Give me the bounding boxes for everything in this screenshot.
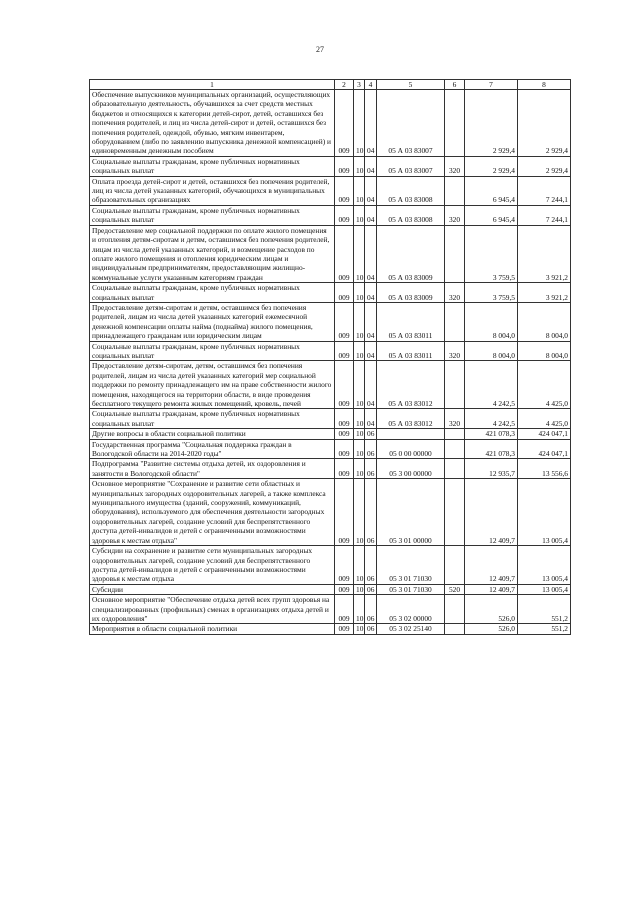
row-target-article-cell: 05 А 03 83007 (377, 90, 445, 157)
row-amount-year1-cell: 2 929,4 (465, 90, 518, 157)
row-admin-code-cell: 009 (335, 409, 354, 429)
row-expense-type-cell (445, 479, 465, 546)
row-expense-type-cell: 320 (445, 156, 465, 176)
row-amount-year1-cell: 12 409,7 (465, 479, 518, 546)
row-amount-year1-cell: 4 242,5 (465, 409, 518, 429)
row-amount-year1-cell: 12 935,7 (465, 459, 518, 479)
row-name-cell: Мероприятия в области социальной политики (90, 624, 335, 634)
row-name-cell: Подпрограмма "Развитие системы отдыха детей, их оздоровления и занятости в Вологодской области" (90, 459, 335, 479)
row-admin-code-cell: 009 (335, 156, 354, 176)
row-expense-type-cell (445, 302, 465, 341)
row-expense-type-cell (445, 225, 465, 282)
row-section-cell: 10 (354, 283, 365, 303)
row-target-article-cell: 05 А 03 83012 (377, 409, 445, 429)
row-subsection-cell: 04 (365, 283, 377, 303)
row-name-cell: Основное мероприятие "Сохранение и развитие сети областных и муниципальных загородных оздоровительных лагерей, а также комплекса муниципального имущества (зданий, сооружений, коммуникаций, оборудования), используемого для обеспечения деятельности загородных оздоровительных лагерей, создание условий для беспрепятственного доступа детей-инвалидов и детей с ограниченными возможностями здоровья к местам отдыха" (90, 479, 335, 546)
page-number: 27 (316, 45, 324, 54)
row-amount-year2-cell: 8 004,0 (518, 302, 571, 341)
row-subsection-cell: 04 (365, 409, 377, 429)
row-amount-year2-cell: 13 556,6 (518, 459, 571, 479)
header-col-2: 2 (335, 80, 354, 90)
row-amount-year2-cell: 7 244,1 (518, 176, 571, 205)
row-name-cell: Оплата проезда детей-сирот и детей, оставшихся без попечения родителей, лиц из числа детей указанных категорий, обучающихся в муниципальных образовательных организациях (90, 176, 335, 205)
row-admin-code-cell: 009 (335, 361, 354, 409)
row-target-article-cell: 05 А 03 83008 (377, 205, 445, 225)
row-admin-code-cell: 009 (335, 624, 354, 634)
budget-table (89, 79, 571, 635)
row-amount-year1-cell: 3 759,5 (465, 283, 518, 303)
row-section-cell: 10 (354, 225, 365, 282)
row-admin-code-cell: 009 (335, 546, 354, 585)
row-section-cell: 10 (354, 361, 365, 409)
row-amount-year1-cell: 12 409,7 (465, 546, 518, 585)
row-amount-year2-cell: 13 005,4 (518, 584, 571, 594)
row-expense-type-cell (445, 459, 465, 479)
row-name-cell: Социальные выплаты гражданам, кроме публичных нормативных социальных выплат (90, 409, 335, 429)
row-amount-year1-cell: 3 759,5 (465, 225, 518, 282)
row-expense-type-cell: 320 (445, 205, 465, 225)
row-amount-year1-cell: 526,0 (465, 595, 518, 624)
row-target-article-cell: 05 А 03 83009 (377, 225, 445, 282)
row-expense-type-cell: 320 (445, 283, 465, 303)
row-name-cell: Другие вопросы в области социальной политики (90, 429, 335, 439)
table-row (90, 595, 571, 624)
row-amount-year1-cell: 2 929,4 (465, 156, 518, 176)
row-name-cell: Социальные выплаты гражданам, кроме публичных нормативных социальных выплат (90, 341, 335, 361)
row-subsection-cell: 04 (365, 90, 377, 157)
row-target-article-cell: 05 А 03 83009 (377, 283, 445, 303)
header-col-7: 7 (465, 80, 518, 90)
row-section-cell: 10 (354, 595, 365, 624)
row-name-cell: Предоставление мер социальной поддержки по оплате жилого помещения и отопления детям-сиротам и детям, оставшимся без попечения родителей, лицам из числа детей указанных категорий, и возмещение расходов по оплате жилого помещения и отопления юридическим лицам и индивидуальным предпринимателям, предоставляющим жилищно-коммунальные услуги указанным категориям граждан (90, 225, 335, 282)
table-header (90, 80, 571, 90)
row-amount-year1-cell: 421 078,3 (465, 439, 518, 459)
row-subsection-cell: 06 (365, 459, 377, 479)
row-target-article-cell: 05 3 00 00000 (377, 459, 445, 479)
table-row (90, 624, 571, 634)
row-admin-code-cell: 009 (335, 341, 354, 361)
row-expense-type-cell (445, 429, 465, 439)
row-subsection-cell: 06 (365, 624, 377, 634)
table-row (90, 409, 571, 429)
row-name-cell: Государственная программа "Социальная поддержка граждан в Вологодской области на 2014-2020 годы" (90, 439, 335, 459)
row-expense-type-cell (445, 439, 465, 459)
row-amount-year1-cell: 421 078,3 (465, 429, 518, 439)
row-section-cell: 10 (354, 624, 365, 634)
table-row (90, 225, 571, 282)
row-expense-type-cell (445, 546, 465, 585)
row-section-cell: 10 (354, 479, 365, 546)
row-section-cell: 10 (354, 584, 365, 594)
row-amount-year2-cell: 3 921,2 (518, 283, 571, 303)
row-amount-year1-cell: 526,0 (465, 624, 518, 634)
row-subsection-cell: 06 (365, 439, 377, 459)
row-target-article-cell: 05 3 02 25140 (377, 624, 445, 634)
table-row (90, 156, 571, 176)
row-section-cell: 10 (354, 90, 365, 157)
row-amount-year2-cell: 4 425,0 (518, 409, 571, 429)
row-target-article-cell: 05 А 03 83012 (377, 361, 445, 409)
row-target-article-cell: 05 А 03 83011 (377, 302, 445, 341)
row-admin-code-cell: 009 (335, 584, 354, 594)
row-target-article-cell: 05 А 03 83007 (377, 156, 445, 176)
row-subsection-cell: 04 (365, 225, 377, 282)
row-admin-code-cell: 009 (335, 429, 354, 439)
row-subsection-cell: 06 (365, 479, 377, 546)
row-amount-year2-cell: 551,2 (518, 595, 571, 624)
row-expense-type-cell (445, 361, 465, 409)
row-amount-year2-cell: 2 929,4 (518, 90, 571, 157)
table-row (90, 176, 571, 205)
row-subsection-cell: 06 (365, 595, 377, 624)
row-section-cell: 10 (354, 302, 365, 341)
row-name-cell: Субсидии (90, 584, 335, 594)
row-subsection-cell: 04 (365, 302, 377, 341)
row-name-cell: Предоставление детям-сиротам, детям, оставшимся без попечения родителей, лицам из числа детей указанных категорий мер социальной поддержки по ремонту принадлежащего им на праве собственности жилого помещения, находящегося на территории области, в виде проведения бесплатного текущего ремонта жилых помещений, кровель, печей (90, 361, 335, 409)
row-amount-year1-cell: 8 004,0 (465, 341, 518, 361)
table-row (90, 302, 571, 341)
table-row (90, 479, 571, 546)
row-section-cell: 10 (354, 341, 365, 361)
row-subsection-cell: 04 (365, 156, 377, 176)
row-admin-code-cell: 009 (335, 479, 354, 546)
row-name-cell: Основное мероприятие "Обеспечение отдыха детей всех групп здоровья на специализированных (профильных) сменах в организациях отдыха детей и их оздоровления" (90, 595, 335, 624)
row-amount-year1-cell: 6 945,4 (465, 205, 518, 225)
row-name-cell: Субсидии на сохранение и развитие сети муниципальных загородных оздоровительных лагерей, создание условий для беспрепятственного доступа детей-инвалидов и детей с ограниченными возможностями здоровья к местам отдыха (90, 546, 335, 585)
row-amount-year2-cell: 2 929,4 (518, 156, 571, 176)
row-name-cell: Предоставление детям-сиротам и детям, оставшимся без попечения родителей, лицам из числа детей указанных категорий ежемесячной денежной компенсации оплаты найма (поднайма) жилого помещения, принадлежащего гражданам или юридическим лицам (90, 302, 335, 341)
row-target-article-cell: 05 3 02 00000 (377, 595, 445, 624)
row-admin-code-cell: 009 (335, 595, 354, 624)
row-section-cell: 10 (354, 176, 365, 205)
row-admin-code-cell: 009 (335, 90, 354, 157)
row-admin-code-cell: 009 (335, 225, 354, 282)
row-admin-code-cell: 009 (335, 205, 354, 225)
row-section-cell: 10 (354, 429, 365, 439)
row-amount-year2-cell: 424 047,1 (518, 429, 571, 439)
row-subsection-cell: 06 (365, 584, 377, 594)
row-expense-type-cell: 320 (445, 341, 465, 361)
table-row (90, 439, 571, 459)
row-amount-year2-cell: 13 005,4 (518, 479, 571, 546)
table-row (90, 205, 571, 225)
header-col-8: 8 (518, 80, 571, 90)
row-name-cell: Социальные выплаты гражданам, кроме публичных нормативных социальных выплат (90, 156, 335, 176)
row-target-article-cell: 05 0 00 00000 (377, 439, 445, 459)
row-amount-year2-cell: 551,2 (518, 624, 571, 634)
header-col-6: 6 (445, 80, 465, 90)
row-name-cell: Социальные выплаты гражданам, кроме публичных нормативных социальных выплат (90, 205, 335, 225)
table-row (90, 341, 571, 361)
row-subsection-cell: 04 (365, 341, 377, 361)
row-admin-code-cell: 009 (335, 176, 354, 205)
table-row (90, 90, 571, 157)
row-target-article-cell: 05 А 03 83008 (377, 176, 445, 205)
row-amount-year2-cell: 13 005,4 (518, 546, 571, 585)
row-section-cell: 10 (354, 439, 365, 459)
row-admin-code-cell: 009 (335, 283, 354, 303)
row-subsection-cell: 06 (365, 429, 377, 439)
row-amount-year2-cell: 7 244,1 (518, 205, 571, 225)
row-admin-code-cell: 009 (335, 439, 354, 459)
row-section-cell: 10 (354, 459, 365, 479)
row-section-cell: 10 (354, 546, 365, 585)
table-row (90, 361, 571, 409)
row-expense-type-cell: 320 (445, 409, 465, 429)
row-subsection-cell: 04 (365, 205, 377, 225)
row-amount-year2-cell: 8 004,0 (518, 341, 571, 361)
row-admin-code-cell: 009 (335, 302, 354, 341)
row-name-cell: Социальные выплаты гражданам, кроме публичных нормативных социальных выплат (90, 283, 335, 303)
header-col-5: 5 (377, 80, 445, 90)
row-section-cell: 10 (354, 156, 365, 176)
row-target-article-cell: 05 3 01 71030 (377, 546, 445, 585)
row-amount-year1-cell: 6 945,4 (465, 176, 518, 205)
table-row (90, 546, 571, 585)
table-row (90, 459, 571, 479)
table-row (90, 584, 571, 594)
row-subsection-cell: 04 (365, 176, 377, 205)
row-name-cell: Обеспечение выпускников муниципальных организаций, осуществляющих образовательную деятельность, обучавшихся за счет средств местных бюджетов и относящихся к категории детей-сирот, детей, оставшихся без попечения родителей, и лиц из числа детей-сирот и детей, оставшихся без попечения родителей, одеждой, обувью, мягким инвентарем, оборудованием (либо по заявлению выпускника денежной компенсацией) и единовременным денежным пособием (90, 90, 335, 157)
row-target-article-cell: 05 3 01 71030 (377, 584, 445, 594)
table-body (90, 90, 571, 635)
row-section-cell: 10 (354, 205, 365, 225)
row-target-article-cell: 05 А 03 83011 (377, 341, 445, 361)
row-expense-type-cell (445, 595, 465, 624)
row-target-article-cell (377, 429, 445, 439)
row-expense-type-cell (445, 624, 465, 634)
row-expense-type-cell: 520 (445, 584, 465, 594)
row-amount-year2-cell: 3 921,2 (518, 225, 571, 282)
header-col-3: 3 (354, 80, 365, 90)
row-admin-code-cell: 009 (335, 459, 354, 479)
header-col-1: 1 (90, 80, 335, 90)
row-target-article-cell: 05 3 01 00000 (377, 479, 445, 546)
row-subsection-cell: 04 (365, 361, 377, 409)
row-expense-type-cell (445, 176, 465, 205)
row-amount-year1-cell: 8 004,0 (465, 302, 518, 341)
table-row (90, 429, 571, 439)
row-amount-year1-cell: 4 242,5 (465, 361, 518, 409)
row-amount-year1-cell: 12 409,7 (465, 584, 518, 594)
table-row (90, 283, 571, 303)
row-expense-type-cell (445, 90, 465, 157)
row-section-cell: 10 (354, 409, 365, 429)
row-amount-year2-cell: 4 425,0 (518, 361, 571, 409)
row-amount-year2-cell: 424 047,1 (518, 439, 571, 459)
header-col-4: 4 (365, 80, 377, 90)
row-subsection-cell: 06 (365, 546, 377, 585)
header-row (90, 80, 571, 90)
